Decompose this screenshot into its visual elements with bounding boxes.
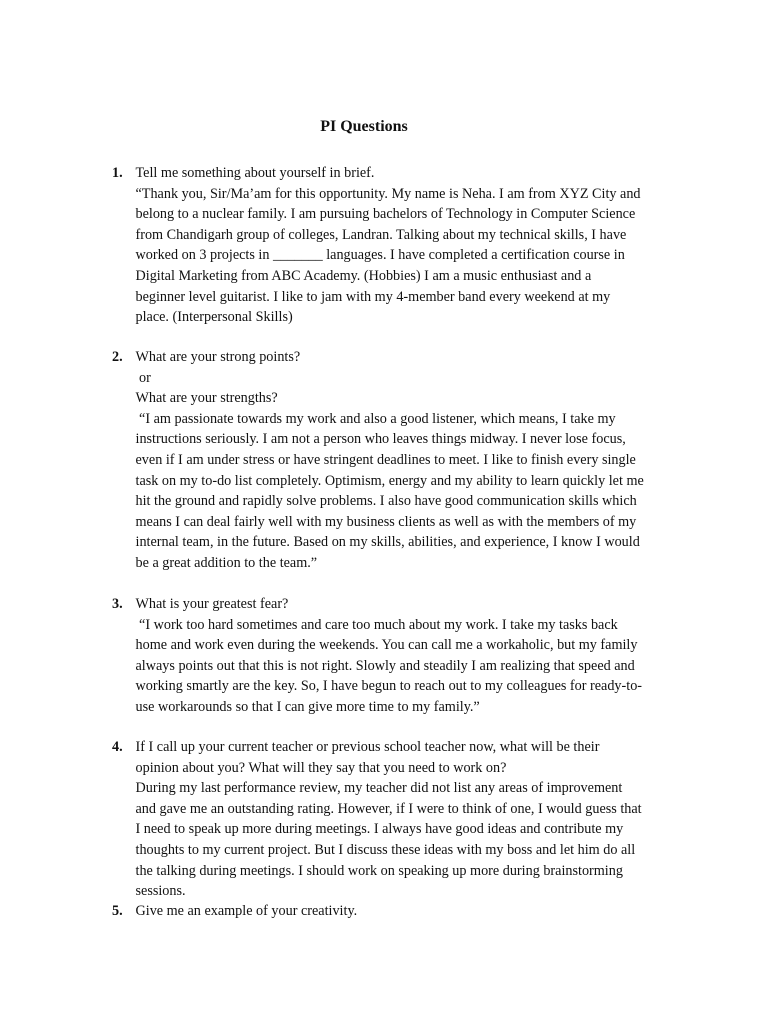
- answer-line: “I work too hard sometimes and care too much about my work. I take my tasks back: [135, 616, 618, 633]
- answer-line: “Thank you, Sir/Ma’am for this opportunity. My name is Neha. I am from XYZ City and: [135, 185, 641, 202]
- answer-line: worked on 3 projects in _______ languages. I have completed a certification course in: [135, 247, 625, 264]
- answer-line: instructions seriously. I am not a person who leaves things midway. I never lose focus,: [135, 431, 626, 448]
- question-line: Tell me something about yourself in brief.: [135, 165, 375, 181]
- answer-line: place. (Interpersonal Skills): [135, 309, 293, 326]
- question-body: [136, 163, 673, 328]
- question-line: Give me an example of your creativity.: [135, 903, 358, 919]
- answer-line: be a great addition to the team.”: [135, 554, 318, 571]
- answer-line: thoughts to my current project. But I discuss these ideas with my boss and let him do all: [135, 841, 636, 858]
- answer-line: belong to a nuclear family. I am pursuing bachelors of Technology in Computer Science: [135, 206, 636, 223]
- question-body: [136, 594, 673, 718]
- question-line: What are your strengths?: [135, 390, 278, 407]
- answer-line: internal team, in the future. Based on my skills, abilities, and experience, I know I would: [135, 534, 640, 551]
- answer-line: home and work even during the weekends. You can call me a workaholic, but my family: [135, 637, 638, 654]
- question-number: 1.: [112, 165, 123, 181]
- question-number: 3.: [112, 596, 123, 612]
- answer-line: Digital Marketing from ABC Academy. (Hobbies) I am a music enthusiast and a: [135, 267, 592, 284]
- answer-line: hit the ground and rapidly solve problems. I also have good communication skills which: [135, 493, 637, 510]
- answer-line: from Chandigarh group of colleges, Landran. Talking about my technical skills, I have: [135, 226, 627, 243]
- question-body: [136, 347, 673, 574]
- question-number: 4.: [112, 739, 123, 755]
- question-line: or: [135, 369, 151, 386]
- answer-line: working smartly are the key. So, I have begun to reach out to my colleagues for ready-to-: [135, 678, 643, 695]
- question-1: [112, 163, 672, 328]
- answer-line: During my last performance review, my teacher did not list any areas of improvement: [135, 780, 623, 797]
- answer-line: and gave me an outstanding rating. However, if I were to think of one, I would guess that: [135, 800, 642, 817]
- answer-line: task on my to-do list completely. Optimism, energy and my ability to learn quickly let me: [135, 472, 644, 489]
- answer-line: sessions.: [135, 883, 186, 900]
- question-line: If I call up your current teacher or previous school teacher now, what will be their: [135, 739, 600, 755]
- question-number: 2.: [112, 349, 123, 365]
- question-5: [112, 901, 672, 922]
- question-3: [112, 594, 672, 718]
- answer-line: always points out that this is not right. Slowly and steadily I am realizing that speed and: [135, 657, 635, 674]
- answer-line: beginner level guitarist. I like to jam with my 4-member band every weekend at my: [135, 288, 611, 305]
- answer-line: “I am passionate towards my work and also a good listener, which means, I take my: [135, 410, 616, 427]
- question-line: opinion about you? What will they say that you need to work on?: [135, 759, 507, 776]
- answer-line: even if I am under stress or have stringent deadlines to meet. I like to finish every single: [135, 451, 636, 468]
- answer-line: the talking during meetings. I should work on speaking up more during brainstorming: [135, 862, 623, 879]
- question-body: [136, 901, 673, 922]
- page-title: PI Questions: [320, 118, 408, 135]
- answer-line: use workarounds so that I can give more time to my family.”: [135, 698, 480, 715]
- question-4: [112, 737, 672, 902]
- question-body: [136, 737, 673, 902]
- answer-line: I need to speak up more during meetings. I always have good ideas and contribute my: [135, 821, 624, 838]
- question-line: What are your strong points?: [135, 349, 301, 365]
- question-number: 5.: [112, 903, 123, 919]
- question-2: [112, 347, 672, 574]
- answer-line: means I can deal fairly well with my business clients as well as with the members of my: [135, 513, 637, 530]
- question-line: What is your greatest fear?: [135, 596, 289, 612]
